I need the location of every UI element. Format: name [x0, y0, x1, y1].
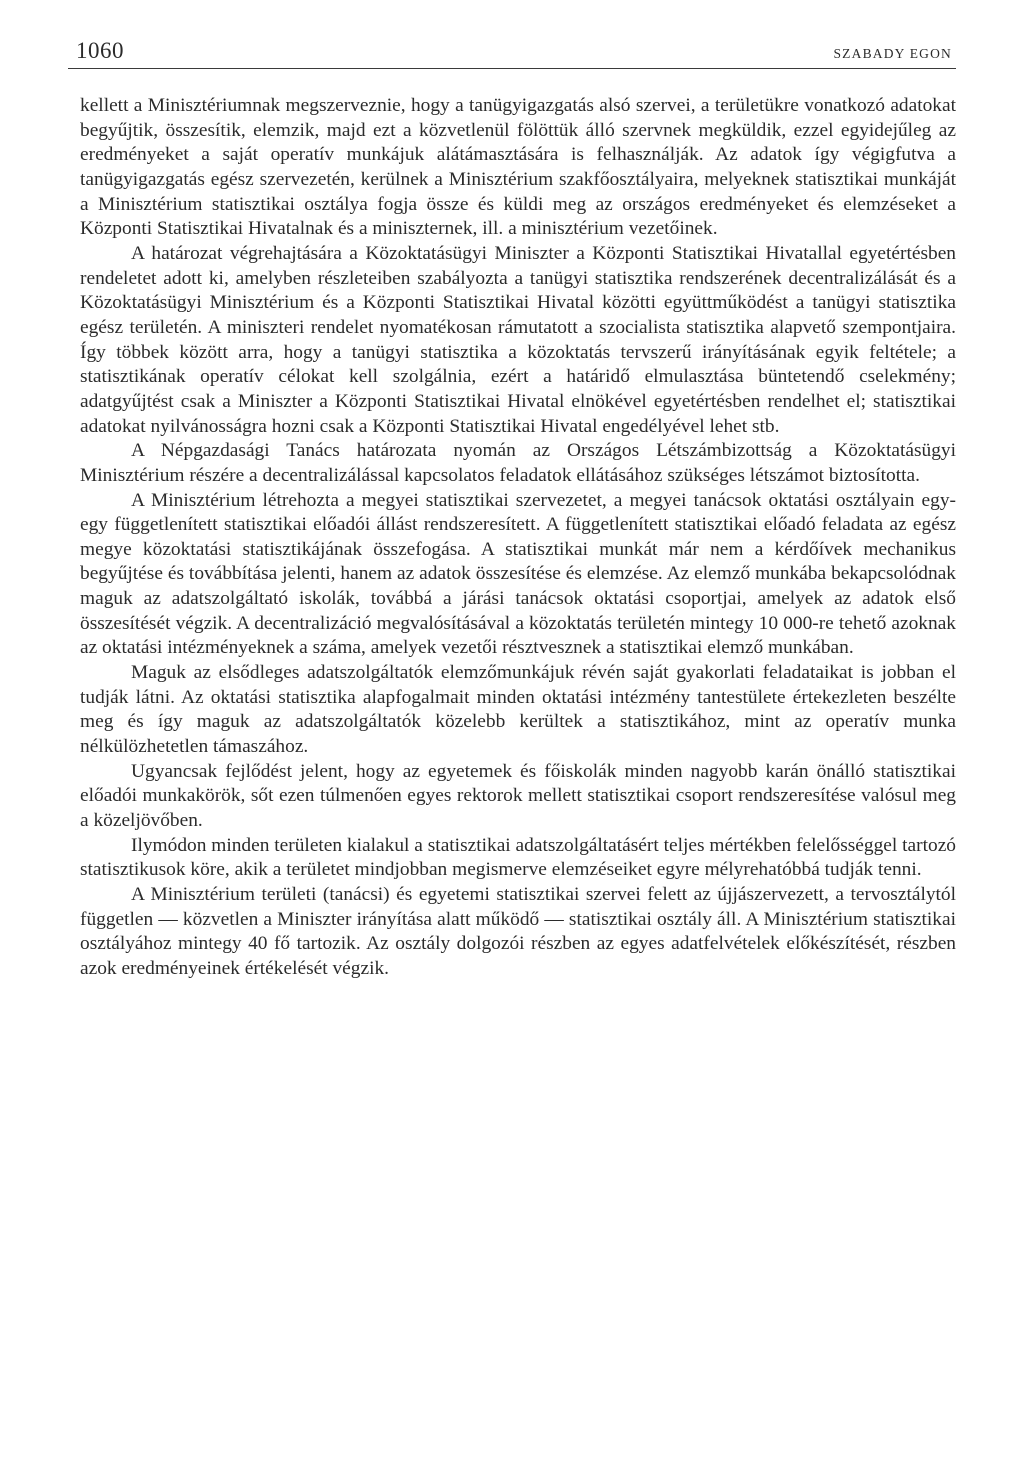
paragraph: A Minisztérium létrehozta a megyei statisztikai szervezetet, a megyei tanácsok oktatási osztályain egy-egy függetlenített statisztikai előadói állást rendszeresített. A függetlenített statisztikai előadó feladata az egész megye közoktatási statisztikájának összefogása. A statisztikai munkát már nem a kérdőívek mechanikus begyűjtése és továbbítása jelenti, hanem az adatok összesítése és elemzése. Az elemző munkába bekapcsolódnak maguk az adatszolgáltató iskolák, továbbá a járási tanácsok oktatási csoportjai, amelyek az adatok első összesítését végzik. A decentralizáció megvalósításával a közoktatás területén mintegy 10 000-re tehető azoknak az oktatási intézményeknek a száma, amelyek vezetői résztvesznek a statisztikai elemző munkában.: [80, 489, 956, 659]
paragraph: A Népgazdasági Tanács határozata nyomán az Országos Létszámbizottság a Közoktatásügyi Minisztérium részére a decentralizálással kapcsolatos feladatok ellátásához szükséges létszámot biztosította.: [80, 440, 956, 486]
paragraph: A határozat végrehajtására a Közoktatásügyi Miniszter a Központi Statisztikai Hivatallal egyetértésben rendeletet adott ki, amelyben részleteiben szabályozta a tanügyi statisztika rendszerének decentralizálását és a Közoktatásügyi Minisztérium és a Központi Statisztikai Hivatal közötti együttműködést a tanügyi statisztika egész területén. A miniszteri rendelet nyomatékosan rámutatott a szocialista statisztika alapvető szempontjaira. Így többek között arra, hogy a tanügyi statisztika a közoktatás tervszerű irányításának egyik feltétele; a statisztikának operatív célokat kell szolgálnia, ezért a határidő elmulasztása büntetendő cselekmény; adatgyűjtést csak a Miniszter a Központi Statisztikai Hivatal elnökével egyetértésben rendelhet el; statisztikai adatokat nyilvánosságra hozni csak a Központi Statisztikai Hivatal engedélyével lehet stb.: [80, 242, 956, 437]
running-header: [68, 30, 956, 69]
paragraph-continued: kellett a Minisztériumnak megszerveznie, hogy a tanügyigazgatás alsó szervei, a területükre vonatkozó adatokat begyűjtik, összesítik, elemzik, majd ezt a közvetlenül fölöttük álló szervnek megküldik, ezzel egyidejűleg az eredményeket a saját operatív munkájuk alátámasztására is felhasználják. Az adatok így végigfutva a tanügyigazgatás egész szervezetén, kerülnek a Minisztérium szakfőosztályaira, melyeknek statisztikai munkáját a Minisztérium statisztikai osztálya fogja össze és küldi meg az országos eredményeket és elemzéseket a Központi Statisztikai Hivatalnak és a miniszternek, ill. a minisztérium vezetőinek.: [80, 95, 956, 240]
book-page: [68, 30, 956, 982]
paragraph: Maguk az elsődleges adatszolgáltatók elemzőmunkájuk révén saját gyakorlati feladataikat is jobban el tudják látni. Az oktatási statisztika alapfogalmait minden oktatási intézmény tantestülete értekezleten beszélte meg és így maguk az adatszolgáltatók közelebb kerültek a statisztikához, mint az operatív munka nélkülözhetetlen támaszához.: [80, 662, 956, 758]
body-text: [68, 94, 956, 982]
page-number: 1060: [76, 38, 124, 63]
running-head-author: SZABADY EGON: [833, 46, 952, 61]
paragraph: A Minisztérium területi (tanácsi) és egyetemi statisztikai szervei felett az újjászervezett, a tervosztálytól független — közvetlen a Miniszter irányítása alatt működő — statisztikai osztály áll. A Minisztérium statisztikai osztályához mintegy 40 fő tartozik. Az osztály dolgozói részben az egyes adatfelvételek előkészítését, részben azok eredményeinek értékelését végzik.: [80, 884, 956, 979]
paragraph: Ilymódon minden területen kialakul a statisztikai adatszolgáltatásért teljes mértékben felelősséggel tartozó statisztikusok köre, akik a területet mindjobban megismerve elemzéseiket egyre mélyrehatóbbá tudják tenni.: [80, 834, 956, 881]
paragraph: Ugyancsak fejlődést jelent, hogy az egyetemek és főiskolák minden nagyobb karán önálló statisztikai előadói munkakörök, sőt ezen túlmenően egyes rektorok mellett statisztikai csoport rendszeresítése valósul meg a közeljövőben.: [80, 760, 956, 832]
